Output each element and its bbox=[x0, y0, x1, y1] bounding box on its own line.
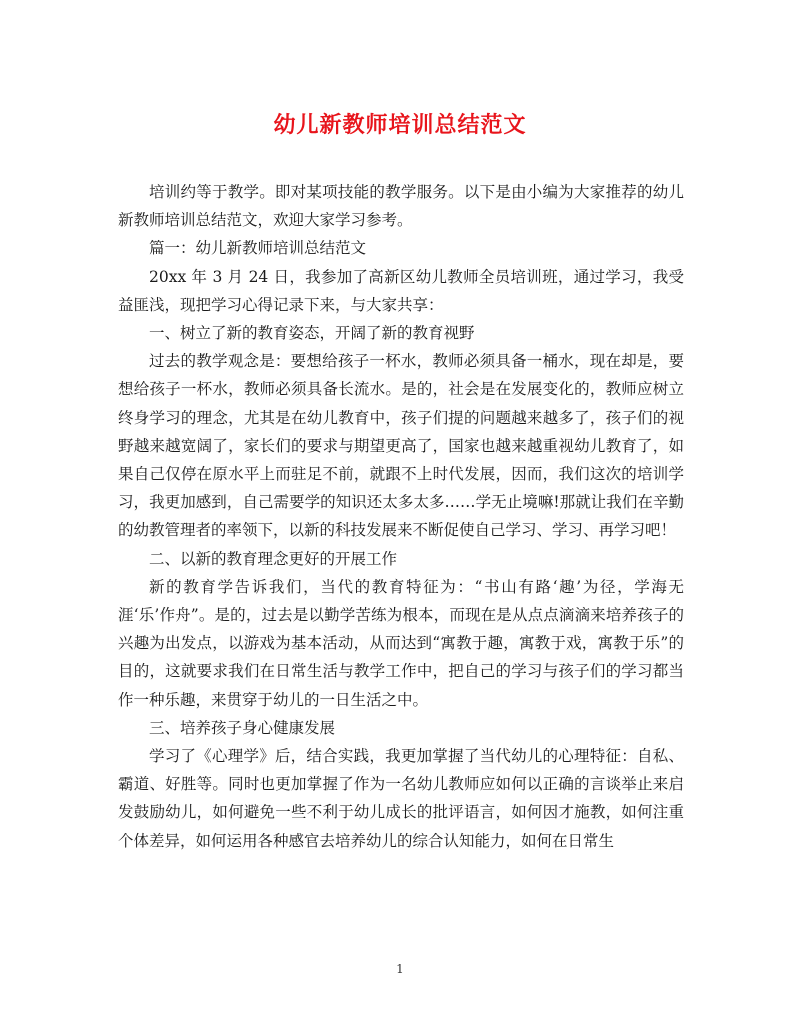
body-paragraph-2: 新的教育学告诉我们，当代的教育特征为：“书山有路‘趣’为径，学海无涯‘乐’作舟”。是的，过去是以勤学苦练为根本，而现在是从点点滴滴来培养孩子的兴趣为出发点，以游戏为基本活动，从而达到“寓教于趣，寓教于戏，寓教于乐”的目的，这就要求我们在日常生活与教学工作中，把自己的学习与孩子们的学习都当作一种乐趣，来贯穿于幼儿的一日生活之中。 bbox=[118, 577, 684, 709]
intro-paragraph: 培训约等于教学。即对某项技能的教学服务。以下是由小编为大家推荐的幼儿新教师培训总结范文，欢迎大家学习参考。 bbox=[118, 183, 684, 230]
date-paragraph: 20xx 年 3 月 24 日，我参加了高新区幼儿教师全员培训班，通过学习，我受益匪浅，现把学习心得记录下来，与大家共享： bbox=[118, 267, 684, 314]
section-heading-part-one: 篇一：幼儿新教师培训总结范文 bbox=[149, 239, 367, 258]
document-title: 幼儿新教师培训总结范文 bbox=[273, 112, 527, 138]
section-heading-3: 三、培养孩子身心健康发展 bbox=[149, 718, 336, 737]
body-paragraph-1: 过去的教学观念是：要想给孩子一杯水，教师必须具备一桶水，现在却是，要想给孩子一杯水，教师必须具备长流水。是的，社会是在发展变化的，教师应树立终身学习的理念，尤其是在幼儿教育中，孩子们提的问题越来越多了，孩子们的视野越来越宽阔了，家长们的要求与期望更高了，国家也越来越重视幼儿教育了，如果自己仅停在原水平上而驻足不前，就跟不上时代发展，因而，我们这次的培训学习，我更加感到，自己需要学的知识还太多太多……学无止境嘛!那就让我们在辛勤的幼教管理者的率领下，以新的科技发展来不断促使自己学习、学习、再学习吧！ bbox=[118, 352, 684, 540]
section-heading-2: 二、以新的教育理念更好的开展工作 bbox=[149, 549, 398, 568]
page-number: 1 bbox=[396, 962, 404, 976]
body-paragraph-3: 学习了《心理学》后，结合实践，我更加掌握了当代幼儿的心理特征：自私、霸道、好胜等。同时也更加掌握了作为一名幼儿教师应如何以正确的言谈举止来启发鼓励幼儿，如何避免一些不利于幼儿成长的批评语言，如何因才施教，如何注重个体差异，如何运用各种感官去培养幼儿的综合认知能力，如何在日常生 bbox=[118, 747, 684, 850]
document-body bbox=[118, 178, 684, 855]
section-heading-1: 一、树立了新的教育姿态，开阔了新的教育视野 bbox=[149, 324, 475, 343]
